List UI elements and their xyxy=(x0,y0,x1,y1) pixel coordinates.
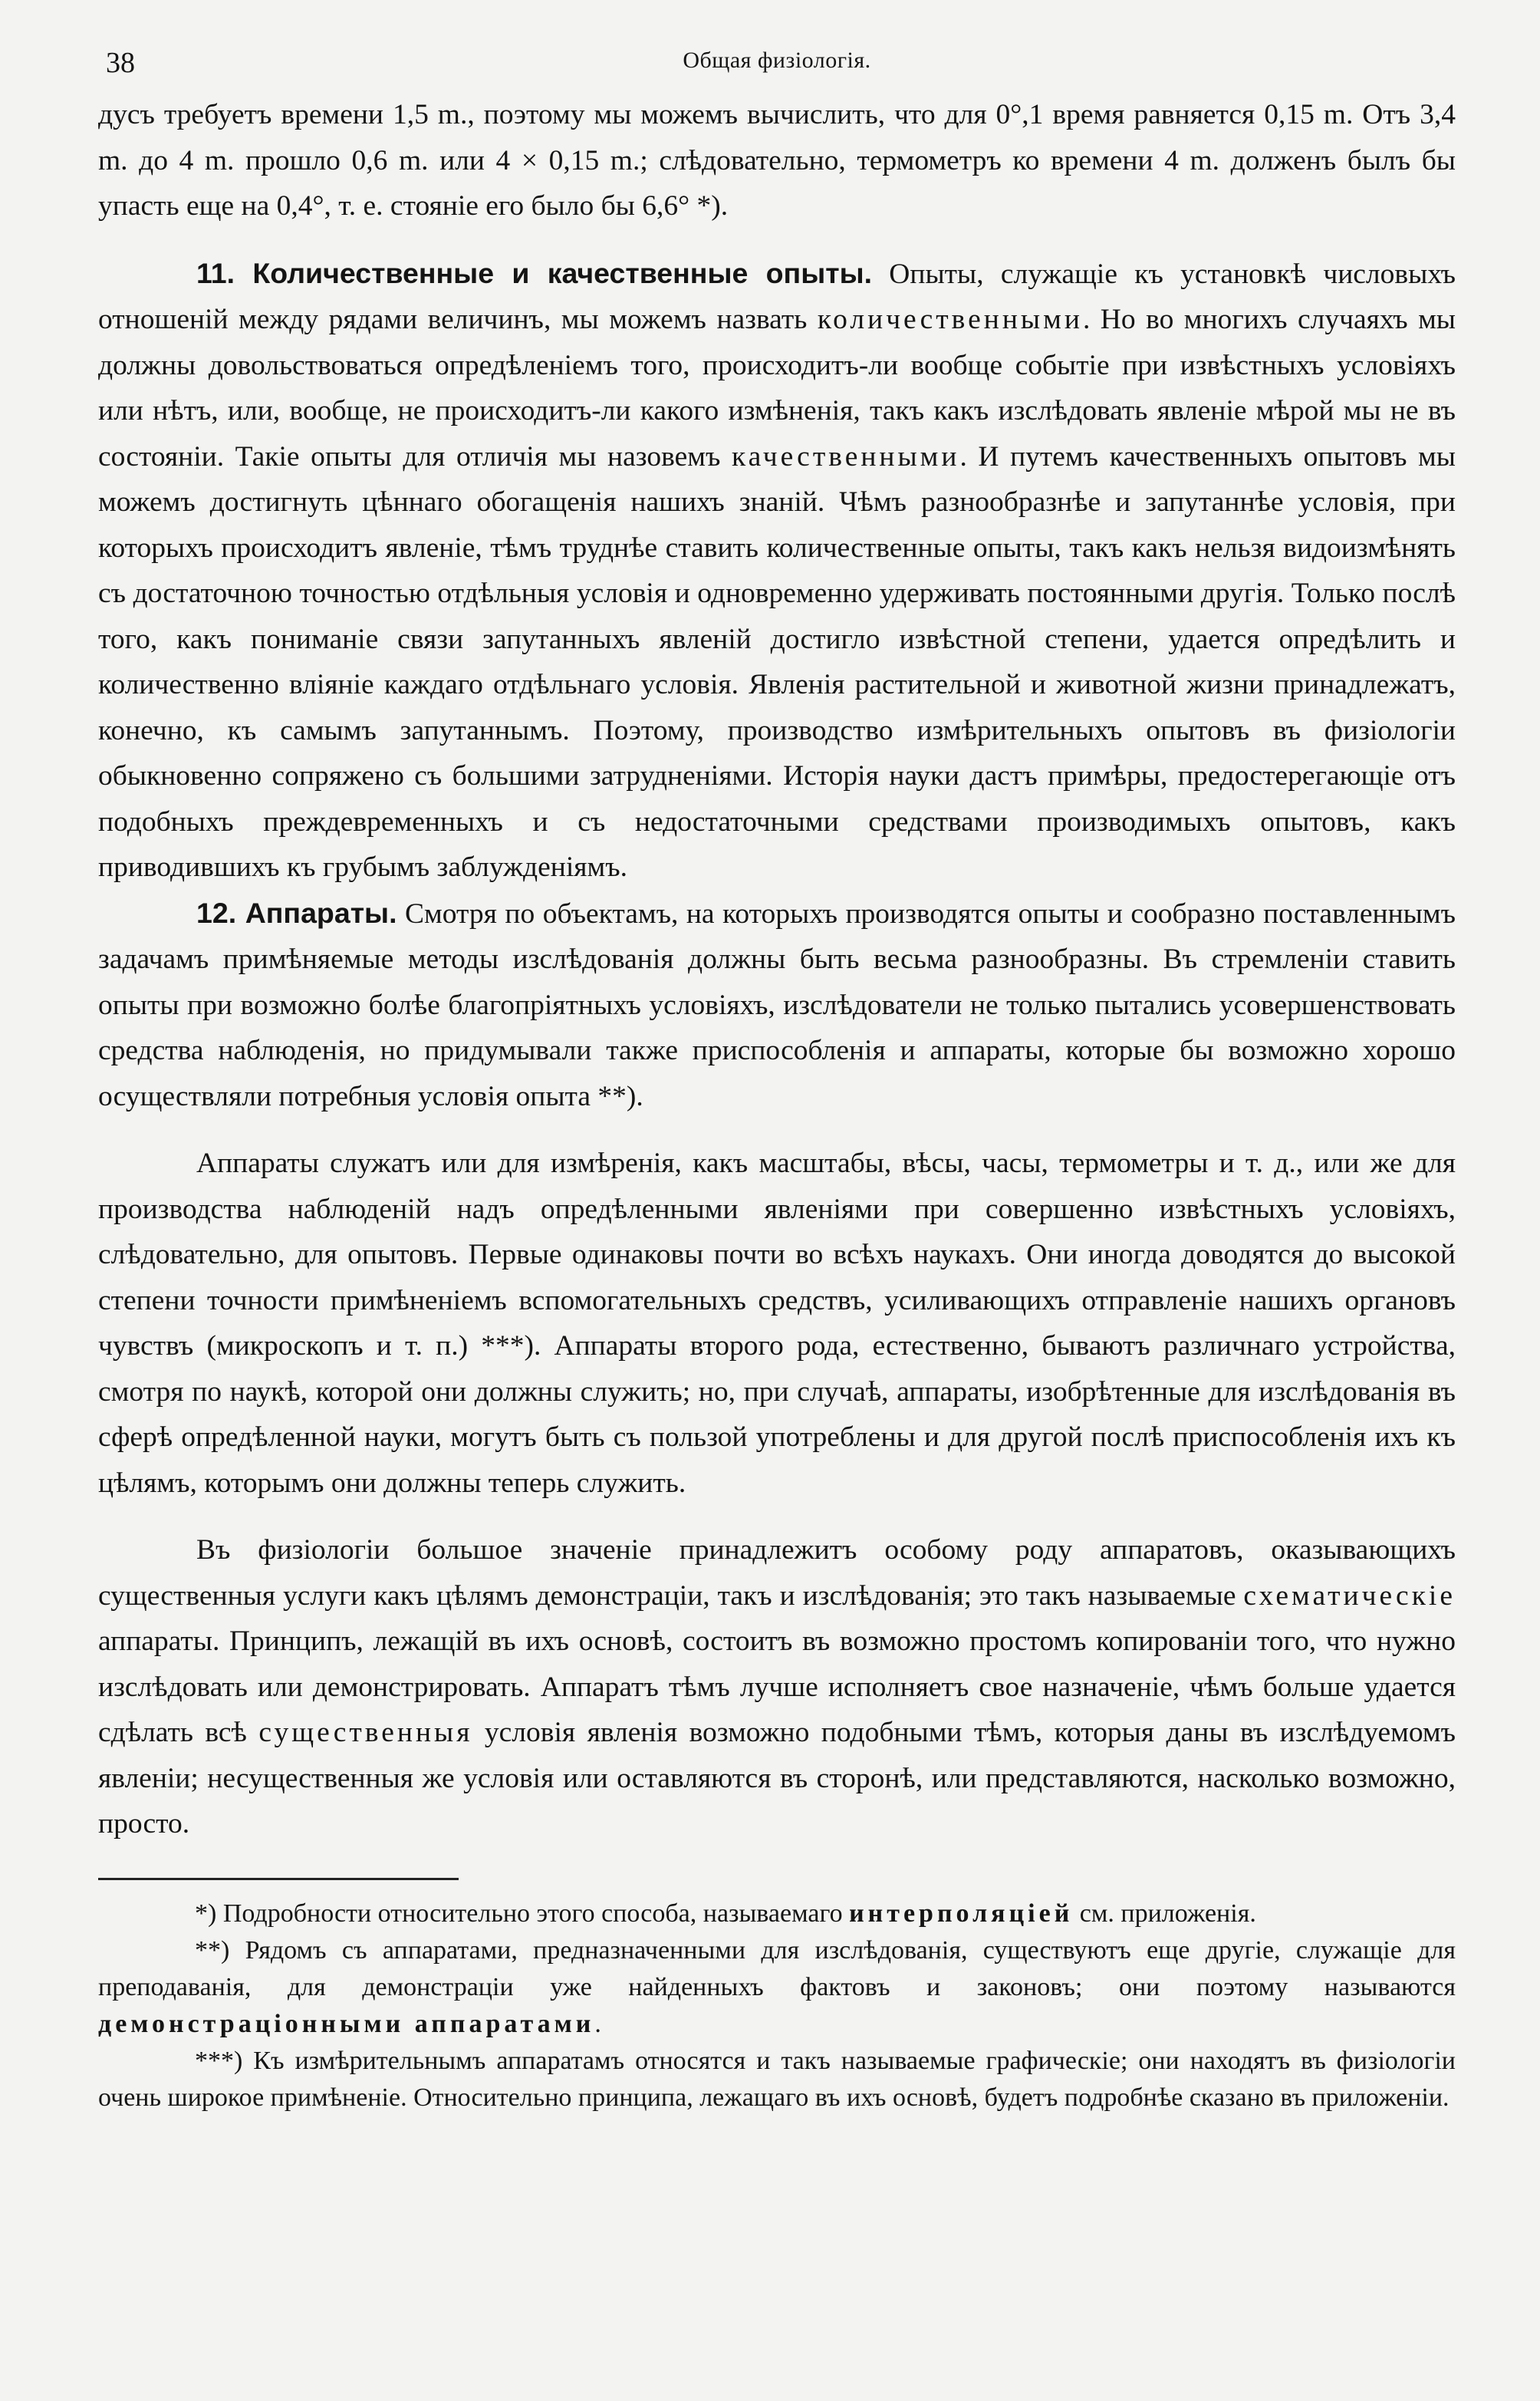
emphasis-demonstration: демонстраціонными аппаратами xyxy=(98,2009,595,2038)
text-span: Смотря по объектамъ, на которыхъ производятся опыты и сообразно поставленнымъ задачамъ примѣняемые методы изслѣдованія должны быть весьма разнообразны. Въ стремленіи ставить опыты при возможно болѣе благопріятныхъ условіяхъ, изслѣдователи не только пытались усовершенствовать средства наблюденія, но придумывали также приспособленія и аппараты, которые бы возможно хорошо осуществляли потребныя условія опыта **). xyxy=(98,897,1456,1112)
footnote-1 xyxy=(98,1895,1456,1932)
emphasis-interpolation: интерполяціей xyxy=(849,1899,1074,1928)
paragraph-apparatus: Аппараты служатъ или для измѣренія, какъ масштабы, вѣсы, часы, термометры и т. д., или же для производства наблюденій надъ опредѣленными явленіями при совершенно извѣстныхъ условіяхъ, слѣдовательно, для опытовъ. Первые одинаковы почти во всѣхъ наукахъ. Они иногда доводятся до высокой степени точности примѣненіемъ вспомогательныхъ средствъ, усиливающихъ отправленіе нашихъ органовъ чувствъ (микроскопъ и т. п.) ***). Аппараты второго рода, естественно, бываютъ различнаго устройства, смотря по наукѣ, которой они должны служить; но, при случаѣ, аппараты, изобрѣтенные для изслѣдованія въ сферѣ опредѣленной науки, могутъ быть съ пользой употреблены и для другой послѣ приспособленія ихъ къ цѣлямъ, которымъ они должны теперь служить. xyxy=(98,1148,1456,1499)
emphasis-essential: существенныя xyxy=(258,1717,473,1748)
footnote-3: ***) Къ измѣрительнымъ аппаратамъ относятся и такъ называемые графическіе; они находятъ въ физіологіи очень широкое примѣненіе. Относительно принципа, лежащаго въ ихъ основѣ, будетъ подробнѣе сказано въ приложеніи. xyxy=(98,2046,1456,2112)
footnote-divider xyxy=(98,1878,459,1880)
paragraph-continued: дусъ требуетъ времени 1,5 m., поэтому мы можемъ вычислить, что для 0°,1 время равняется 0,15 m. Отъ 3,4 m. до 4 m. прошло 0,6 m. или 4 × 0,15 m.; слѣдовательно, термометръ ко времени 4 m. долженъ былъ бы упасть еще на 0,4°, т. е. стояніе его было бы 6,6° *). xyxy=(98,99,1456,222)
text-span: Опыты, служащіе къ установкѣ числовыхъ отношеній между рядами величинъ, мы можемъ назвать xyxy=(98,258,1456,335)
text-span: . Но во многихъ случаяхъ мы должны довольствоваться опредѣленіемъ того, происходитъ-ли вообще событіе при извѣстныхъ условіяхъ или нѣтъ, или, вообще, не происходитъ-ли какого измѣненія, такъ какъ изслѣдовать явленіе мѣрой мы не въ состояніи. Такіе опыты для отличія мы назовемъ xyxy=(98,304,1456,473)
text-span: см. приложенія. xyxy=(1073,1899,1256,1928)
footnote-2 xyxy=(98,1932,1456,2043)
paragraph-section-12 xyxy=(98,891,1456,1120)
text-span: . И путемъ качественныхъ опытовъ мы можемъ достигнуть цѣннаго обогащенія нашихъ знаній. Чѣмъ разнообразнѣе и запутаннѣе условія, при которыхъ происходитъ явленіе, тѣмъ труднѣе ставить количественные опыты, такъ какъ нельзя видоизмѣнять съ достаточною точностью отдѣльныя условія и одновременно удерживать постоянными другія. Только послѣ того, какъ пониманіе связи запутанныхъ явленій достигло извѣстной степени, удается опредѣлить и количественно вліяніе каждаго отдѣльнаго условія. Явленія растительной и животной жизни принадлежатъ, конечно, къ самымъ запутаннымъ. Поэтому, производство измѣрительныхъ опытовъ въ физіологіи обыкновенно сопряжено съ большими затрудненіями. Исторія науки дастъ примѣры, предостерегающіе отъ подобныхъ преждевременныхъ и съ недостаточными средствами производимыхъ опытовъ, какъ приводившихъ къ грубымъ заблужденіямъ. xyxy=(98,440,1456,883)
text-span: Въ физіологіи большое значеніе принадлежитъ особому роду аппаратовъ, оказывающихъ существенныя услуги какъ цѣлямъ демонстраціи, такъ и изслѣдованія; это такъ называемые xyxy=(98,1534,1456,1612)
paragraph-section-11 xyxy=(98,251,1456,891)
text-span: аппараты. Принципъ, лежащій въ ихъ основѣ, состоитъ въ возможно простомъ копированіи того, что нужно изслѣдовать или демонстрировать. Аппаратъ тѣмъ лучше исполняетъ свое назначеніе, чѣмъ больше удается сдѣлать всѣ xyxy=(98,1625,1456,1748)
footnotes xyxy=(98,1878,1456,2116)
text-span: условія явленія возможно подобными тѣмъ, которыя даны въ изслѣдуемомъ явленіи; несущественныя же условія или оставляются въ сторонѣ, или представляются, насколько возможно, просто. xyxy=(98,1717,1456,1839)
running-title: Общая физіологія. xyxy=(683,48,871,73)
page-header xyxy=(98,31,1456,92)
emphasis-quantitative: количественными xyxy=(817,304,1083,335)
main-text xyxy=(98,92,1456,1847)
text-span: *) Подробности относительно этого способа, называемаго xyxy=(195,1899,850,1928)
emphasis-schematic: схематическіе xyxy=(1243,1579,1456,1612)
text-span: . xyxy=(594,2009,601,2038)
emphasis-qualitative: качественными xyxy=(731,440,960,473)
text-span: **) Рядомъ съ аппаратами, предназначенными для изслѣдованія, существуютъ еще другіе, служащіе для преподаванія, для демонстраціи уже найденныхъ фактовъ и законовъ; они поэтому называются xyxy=(98,1935,1456,2001)
paragraph-schematic xyxy=(98,1527,1456,1847)
section-11-heading: 11. Количественные и качественные опыты. xyxy=(196,256,873,289)
section-12-heading: 12. Аппараты. xyxy=(196,896,397,929)
page-number: 38 xyxy=(106,47,135,79)
